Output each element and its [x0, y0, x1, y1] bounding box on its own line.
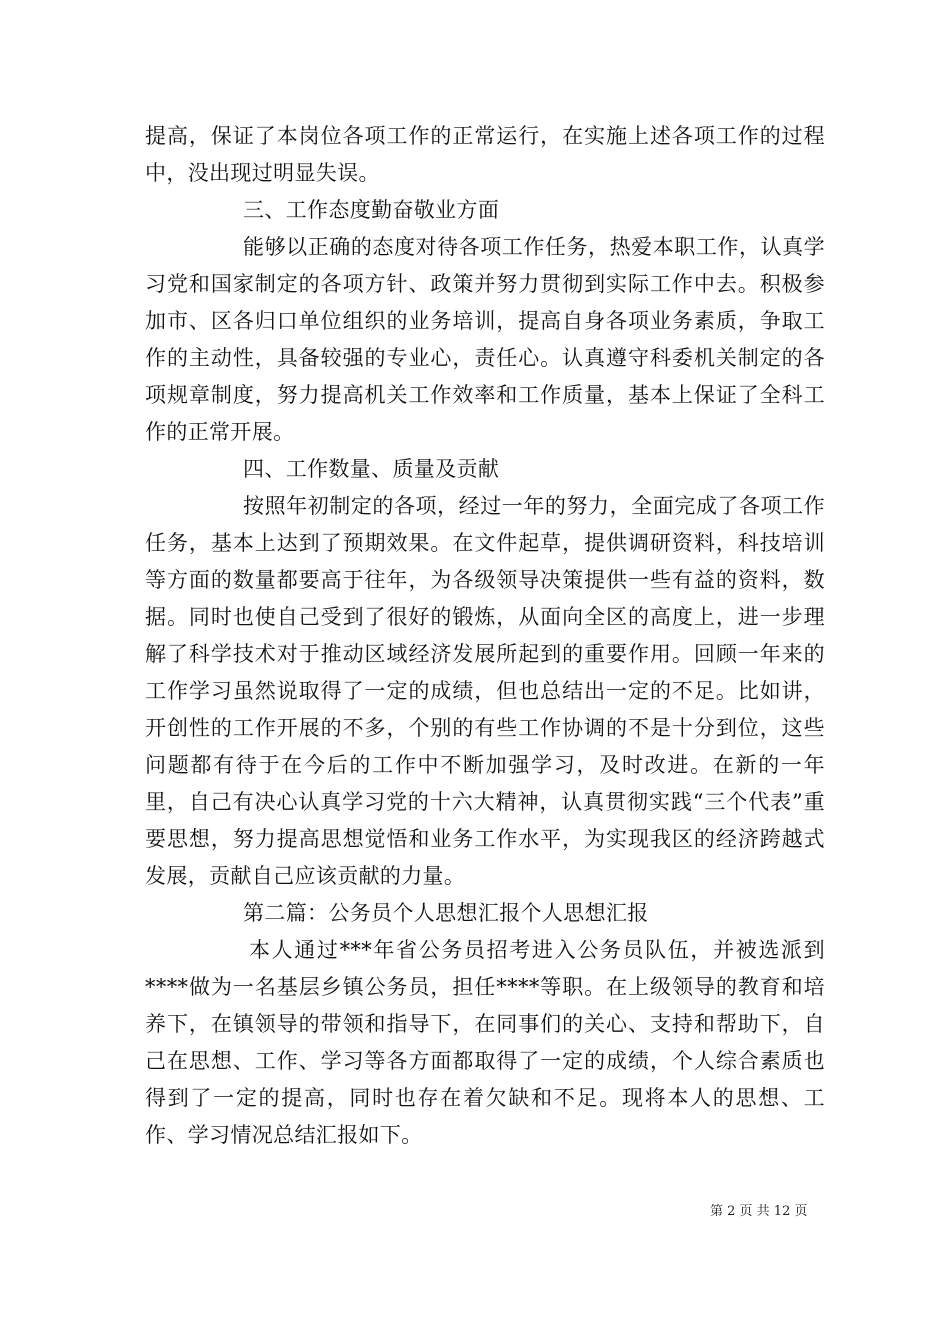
document-body: [145, 118, 825, 1154]
paragraph-second-article-intro: 本人通过***年省公务员招考进入公务员队伍，并被选派到****做为一名基层乡镇公务员，担任****等职。在上级领导的教育和培养下，在镇领导的带领和指导下，在同事们的关心、支持和帮助下，自己在思想、工作、学习等各方面都取得了一定的成绩，个人综合素质也得到了一定的提高，同时也存在着欠缺和不足。现将本人的思想、工作、学习情况总结汇报如下。: [145, 938, 825, 1147]
paragraph-work-quantity-quality: 按照年初制定的各项，经过一年的努力，全面完成了各项工作任务，基本上达到了预期效果。在文件起草，提供调研资料，科技培训等方面的数量都要高于往年，为各级领导决策提供一些有益的资料，数据。同时也使自己受到了很好的锻炼，从面向全区的高度上，进一步理解了科学技术对于推动区域经济发展所起到的重要作用。回顾一年来的工作学习虽然说取得了一定的成绩，但也总结出一定的不足。比如讲，开创性的工作开展的不多，个别的有些工作协调的不是十分到位，这些问题都有待于在今后的工作中不断加强学习，及时改进。在新的一年里，自己有决心认真学习党的十六大精神，认真贯彻实践“三个代表”重要思想，努力提高思想觉悟和业务工作水平，为实现我区的经济跨越式发展，贡献自己应该贡献的力量。: [145, 494, 825, 888]
paragraph-continuation: 提高，保证了本岗位各项工作的正常运行，在实施上述各项工作的过程中，没出现过明显失误。: [145, 124, 825, 185]
chapter-heading-second-article: 第二篇：公务员个人思想汇报个人思想汇报: [243, 901, 649, 925]
paragraph-work-attitude: 能够以正确的态度对待各项工作任务，热爱本职工作，认真学习党和国家制定的各项方针、政策并努力贯彻到实际工作中去。积极参加市、区各归口单位组织的业务培训，提高自身各项业务素质，争取工作的主动性，具备较强的专业心，责任心。认真遵守科委机关制定的各项规章制度，努力提高机关工作效率和工作质量，基本上保证了全科工作的正常开展。: [145, 235, 825, 444]
page-number-footer: 第 2 页 共 12 页: [710, 1204, 808, 1219]
section-heading-work-quantity-quality: 四、工作数量、质量及贡献: [243, 457, 500, 481]
section-heading-work-attitude: 三、工作态度勤奋敬业方面: [243, 198, 500, 222]
